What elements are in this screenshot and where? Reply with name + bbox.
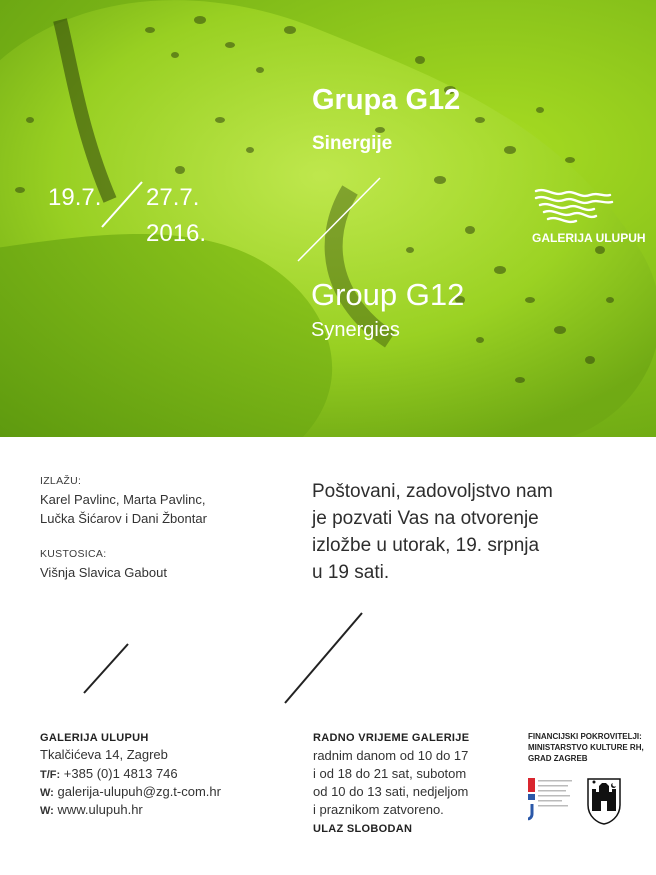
sponsors-line-3: GRAD ZAGREB (528, 754, 588, 763)
email-row (40, 784, 221, 799)
date-year: 2016. (146, 220, 207, 247)
slash-center (285, 613, 362, 703)
phone-number: +385 (0)1 4813 746 (63, 766, 178, 781)
subtitle-english: Synergies (311, 319, 400, 341)
free-entry: ULAZ SLOBODAN (313, 823, 413, 835)
email-link[interactable]: galerija-ulupuh@zg.t-com.hr (57, 784, 221, 799)
sponsors-line-2: MINISTARSTVO KULTURE RH, (528, 743, 644, 752)
exhibitors-line-2: Lučka Šićarov i Dani Žbontar (40, 511, 207, 526)
sponsors-line-1: FINANCIJSKI POKROVITELJI: (528, 732, 642, 741)
date-start: 19.7. (48, 184, 102, 211)
hours-line-4: i praznikom zatvoreno. (313, 802, 444, 817)
invitation-line-3: izložbe u utorak, 19. srpnja (312, 535, 540, 556)
title-english: Group G12 (311, 277, 465, 312)
phone-row (40, 766, 178, 781)
email-label: W: (40, 787, 54, 799)
web-label: W: (40, 805, 54, 817)
sponsors-heading (528, 731, 644, 764)
title-croatian: Grupa G12 (312, 84, 461, 116)
gallery-address: Tkalčićeva 14, Zagreb (40, 747, 168, 762)
curator-label: KUSTOSICA: (40, 548, 107, 560)
hours-line-3: od 10 do 13 sati, nedjeljom (313, 784, 469, 799)
invitation-line-1: Poštovani, zadovoljstvo nam (312, 481, 553, 502)
web-row (40, 802, 143, 817)
exhibitors-label: IZLAŽU: (40, 475, 82, 487)
invitation-text (312, 478, 612, 586)
zagreb-coat-of-arms-icon (586, 777, 622, 825)
hours-heading: RADNO VRIJEME GALERIJE (313, 732, 470, 744)
date-end: 27.7. (146, 184, 200, 211)
invitation-line-4: u 19 sati. (312, 562, 390, 583)
subtitle-croatian: Sinergije (312, 133, 393, 154)
gallery-name: GALERIJA ULUPUH (40, 732, 149, 744)
curator-name: Višnja Slavica Gabout (40, 565, 167, 580)
hours-line-2: i od 18 do 21 sat, subotom (313, 766, 467, 781)
phone-label: T/F: (40, 769, 61, 781)
hero-banner (0, 0, 656, 437)
ministry-of-culture-logo-icon (528, 778, 578, 826)
hours-line-1: radnim danom od 10 do 17 (313, 748, 469, 763)
invitation-line-2: je pozvati Vas na otvorenje (312, 508, 539, 529)
web-link[interactable]: www.ulupuh.hr (57, 802, 143, 817)
exhibitors-line-1: Karel Pavlinc, Marta Pavlinc, (40, 492, 206, 507)
slash-left (84, 644, 128, 693)
logo-text: GALERIJA ULUPUH (532, 231, 646, 245)
